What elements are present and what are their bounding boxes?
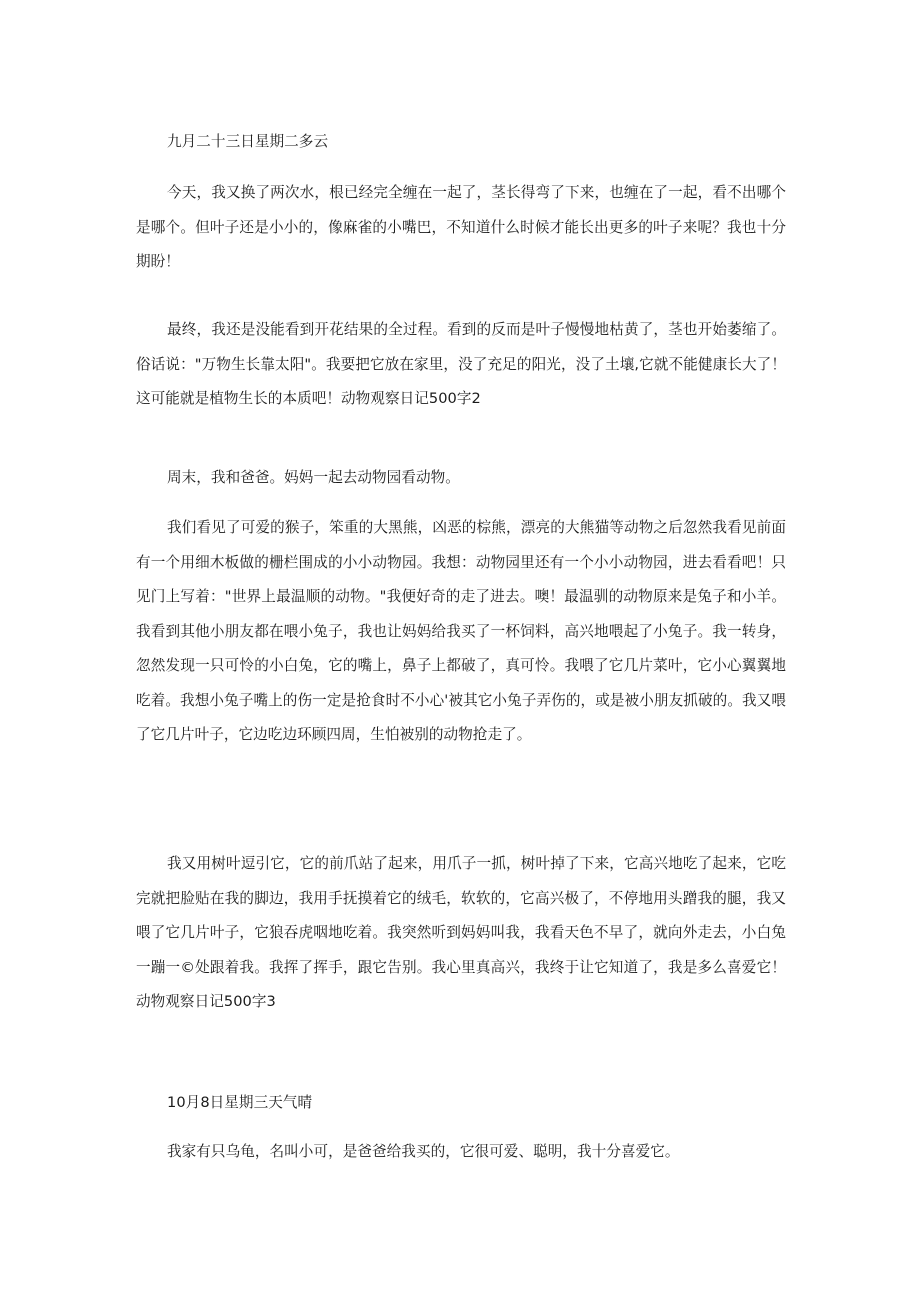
paragraph-final-observation: 最终，我还是没能看到开花结果的全过程。看到的反而是叶子慢慢地枯黄了，茎也开始萎缩了。俗话说："万物生长靠太阳"。我要把它放在家里，没了充足的阳光，没了土壤,它就不能健康长大了！这可能就是植物生长的本质吧！动物观察日记500字2 bbox=[136, 321, 786, 407]
paragraph-turtle: 我家有只乌龟，名叫小可，是爸爸给我买的，它很可爱、聪明，我十分喜爱它。 bbox=[167, 1143, 680, 1160]
paragraph-water-change: 今天，我又换了两次水，根已经完全缠在一起了，茎长得弯了下来，也缠在了一起，看不出哪个是哪个。但叶子还是小小的，像麻雀的小嘴巴，不知道什么时候才能长出更多的叶子来呢？我也十分期盼！ bbox=[136, 184, 786, 270]
paragraph-petting-zoo: 我们看见了可爱的猴子，笨重的大黑熊，凶恶的棕熊，漂亮的大熊猫等动物之后忽然我看见前面有一个用细木板做的栅栏围成的小小动物园。我想：动物园里还有一个小小动物园，进去看看吧！只见门上写着："世界上最温顺的动物。"我便好奇的走了进去。噢！最温驯的动物原来是兔子和小羊。我看到其他小朋友都在喂小兔子，我也让妈妈给我买了一杯饲料，高兴地喂起了小兔子。我一转身，忽然发现一只可怜的小白兔，它的嘴上，鼻子上都破了，真可怜。我喂了它几片菜叶，它小心翼翼地吃着。我想小兔子嘴上的伤一定是抢食时不小心'被其它小兔子弄伤的，或是被小朋友抓破的。我又喂了它几片叶子，它边吃边环顾四周，生怕被别的动物抢走了。 bbox=[136, 519, 786, 743]
diary-date-sept-23: 九月二十三日星期二多云 bbox=[167, 133, 329, 150]
paragraph-zoo-weekend: 周末，我和爸爸。妈妈一起去动物园看动物。 bbox=[167, 469, 460, 486]
paragraph-white-rabbit: 我又用树叶逗引它，它的前爪站了起来，用爪子一抓，树叶掉了下来，它高兴地吃了起来，它吃完就把脸贴在我的脚边，我用手抚摸着它的绒毛，软软的，它高兴极了，不停地用头蹭我的腿，我又喂了它几片叶子，它狼吞虎咽地吃着。我突然听到妈妈叫我，我看天色不早了，就向外走去，小白兔一蹦一©处跟着我。我挥了挥手，跟它告别。我心里真高兴，我终于让它知道了，我是多么喜爱它！动物观察日记500字3 bbox=[136, 855, 786, 1010]
diary-date-oct-8: 10月8日星期三天气晴 bbox=[167, 1094, 313, 1111]
